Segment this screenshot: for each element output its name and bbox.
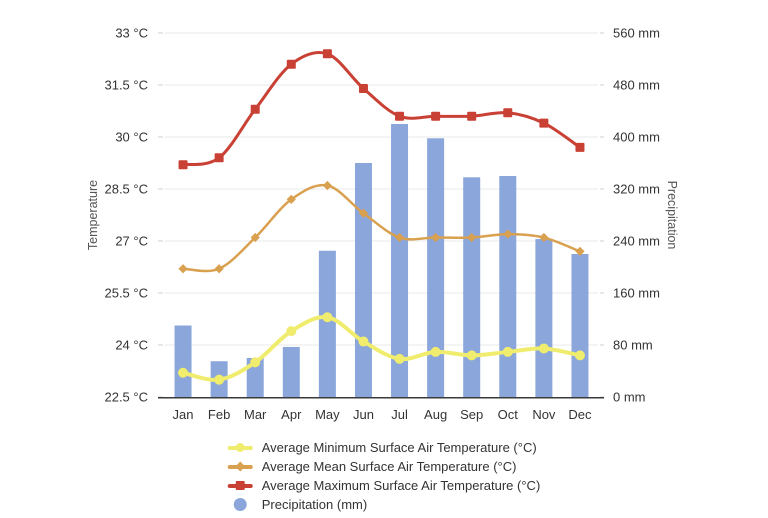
- temperature-tick-label: 33 °C: [115, 25, 148, 41]
- precipitation-dot-icon: [228, 498, 253, 511]
- precipitation-tick-label: 320 mm: [613, 181, 660, 197]
- precipitation-bar: [175, 326, 192, 398]
- temperature-tick-label: 25.5 °C: [104, 285, 148, 301]
- month-label: Jan: [172, 407, 194, 422]
- min-temperature-point: [575, 350, 585, 360]
- temperature-tick-label: 28.5 °C: [104, 181, 148, 197]
- mean-temperature-point: [215, 264, 224, 273]
- max-temperature-point: [395, 112, 404, 121]
- month-label: Mar: [244, 407, 267, 422]
- temperature-axis-title: Temperature: [86, 179, 100, 251]
- precipitation-tick-label: 400 mm: [613, 129, 660, 145]
- temperature-tick-label: 22.5 °C: [104, 389, 148, 405]
- max-temperature-point: [467, 112, 476, 121]
- max-temperature-point: [179, 160, 188, 169]
- precipitation-bar: [535, 239, 552, 397]
- temperature-tick-label: 31.5 °C: [104, 77, 148, 93]
- precipitation-bar: [463, 177, 480, 397]
- precipitation-tick-label: 80 mm: [613, 337, 653, 353]
- precipitation-tick-label: 240 mm: [613, 233, 660, 249]
- month-label: Aug: [424, 407, 448, 422]
- precipitation-tick-label: 0 mm: [613, 389, 646, 405]
- precipitation-bar: [283, 347, 300, 397]
- month-label: Apr: [281, 407, 302, 422]
- max-temperature-point: [215, 153, 224, 162]
- legend-label-precipitation: Precipitation (mm): [261, 497, 368, 512]
- legend-label-average-maximum-temperature: Average Maximum Surface Air Temperature (°C): [261, 478, 541, 493]
- min-temperature-point: [250, 357, 260, 367]
- month-label: Jun: [352, 407, 374, 422]
- min-temperature-point: [467, 350, 477, 360]
- max-temperature-point: [251, 105, 260, 114]
- legend-item-precipitation[interactable]: [228, 497, 541, 512]
- max-temperature-point: [287, 60, 296, 69]
- precipitation-bar: [571, 254, 588, 397]
- precipitation-bar: [427, 138, 444, 397]
- min-temperature-point: [539, 343, 549, 353]
- precipitation-bar: [319, 251, 336, 397]
- min-temperature-point: [503, 347, 513, 357]
- max-temperature-point: [503, 108, 512, 117]
- min-temperature-point: [395, 354, 405, 364]
- max-temperature-point: [575, 143, 584, 152]
- precipitation-tick-label: 480 mm: [613, 77, 660, 93]
- circle-series-line: [183, 317, 580, 380]
- max-temperature-point: [359, 84, 368, 93]
- max-temperature-point: [323, 49, 332, 58]
- month-label: Jul: [391, 407, 408, 422]
- precipitation-tick-label: 560 mm: [613, 25, 660, 41]
- chart-legend: [228, 440, 541, 512]
- month-label: May: [315, 407, 340, 422]
- max-temperature-point: [431, 112, 440, 121]
- month-label: Nov: [532, 407, 556, 422]
- min-temperature-point: [358, 337, 368, 347]
- mean-temperature-point: [178, 264, 187, 273]
- legend-label-average-mean-temperature: Average Mean Surface Air Temperature (°C): [261, 459, 517, 474]
- legend-item-average-maximum-temperature[interactable]: [228, 478, 541, 493]
- precipitation-bar: [499, 176, 516, 397]
- min-temperature-point: [178, 368, 188, 378]
- min-temperature-line-icon: [228, 441, 253, 454]
- min-temperature-point: [431, 347, 441, 357]
- min-temperature-point: [214, 375, 224, 385]
- temperature-tick-label: 24 °C: [115, 337, 148, 353]
- max-temperature-point: [539, 119, 548, 128]
- month-label: Dec: [568, 407, 592, 422]
- min-temperature-point: [322, 312, 332, 322]
- precipitation-bar: [355, 163, 372, 397]
- max-temperature-line-icon: [228, 479, 253, 492]
- min-temperature-point: [286, 326, 296, 336]
- diamond-series-line: [183, 185, 580, 271]
- precipitation-tick-label: 160 mm: [613, 285, 660, 301]
- month-label: Feb: [207, 407, 231, 422]
- temperature-tick-label: 27 °C: [115, 233, 148, 249]
- mean-temperature-line-icon: [228, 460, 253, 473]
- month-label: Sep: [460, 407, 484, 422]
- legend-label-average-minimum-temperature: Average Minimum Surface Air Temperature (°C): [261, 440, 537, 455]
- square-series-line: [183, 52, 580, 164]
- temperature-tick-label: 30 °C: [115, 129, 148, 145]
- legend-item-average-minimum-temperature[interactable]: [228, 440, 541, 455]
- month-label: Oct: [497, 407, 518, 422]
- legend-item-average-mean-temperature[interactable]: [228, 459, 541, 474]
- precipitation-axis-title: Precipitation: [665, 180, 679, 250]
